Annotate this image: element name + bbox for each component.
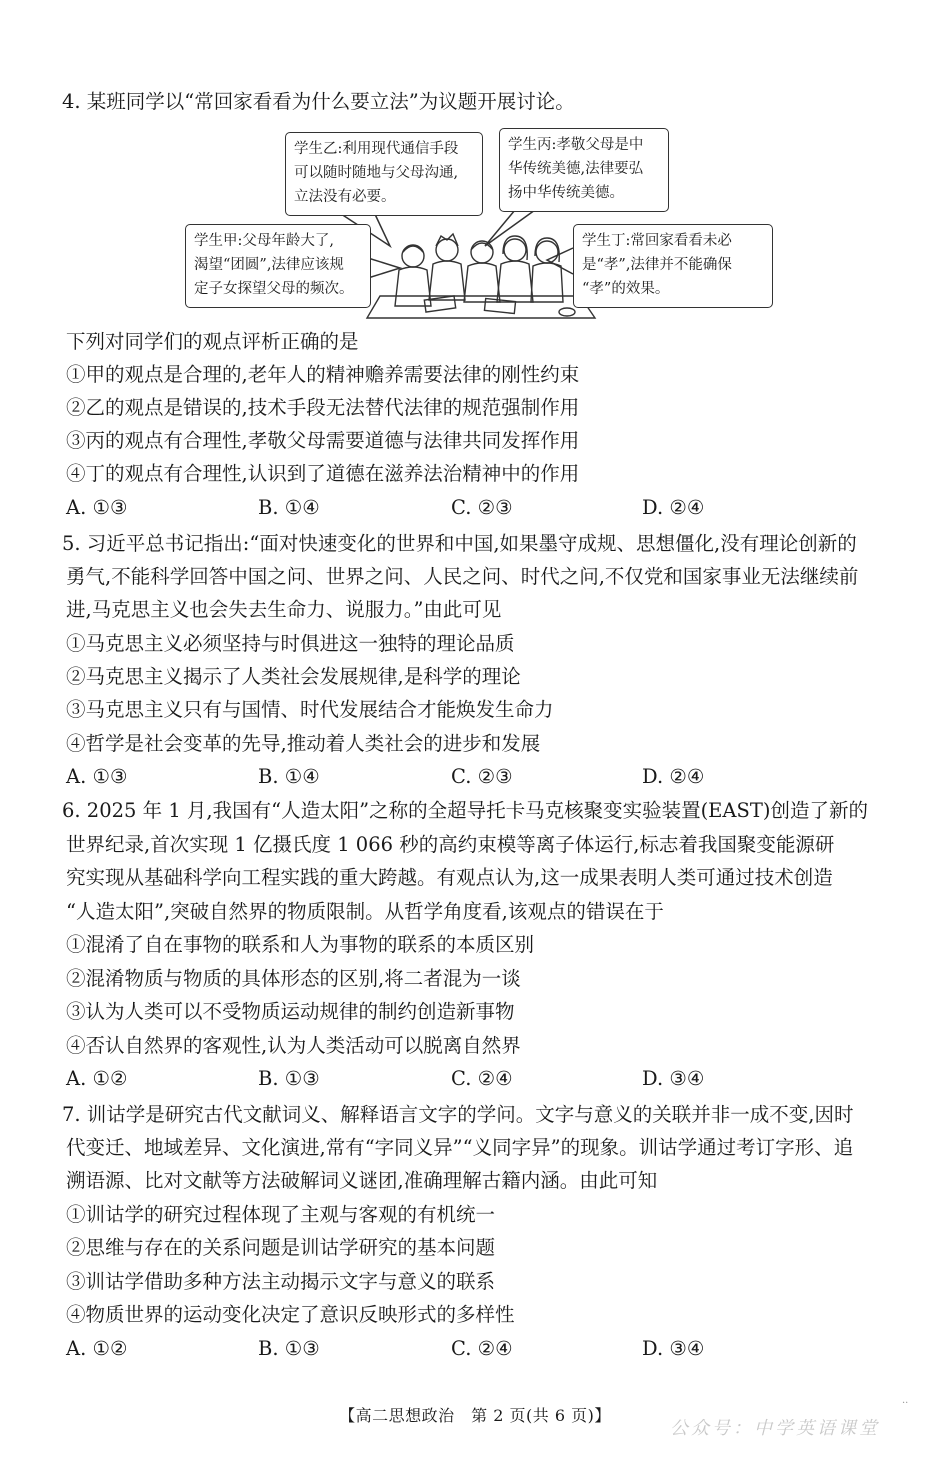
bubble-line: “孝”的效果。 (582, 281, 670, 297)
bubble-line: 可以随时随地与父母沟通, (294, 165, 459, 181)
choice-b[interactable]: B. ①③ (258, 1337, 320, 1360)
footer-text: 【高二思想政治 第 2 页(共 6 页)】 (339, 1406, 611, 1425)
choice-a[interactable]: A. ①③ (66, 496, 128, 519)
q7-option-4: ④物质世界的运动变化决定了意识反映形式的多样性 (66, 1303, 515, 1326)
bubble-line: 学生乙:利用现代通信手段 (294, 141, 459, 157)
bubble-line: 立法没有必要。 (294, 189, 396, 205)
bubble-line: 学生丁:常回家看看未必 (582, 233, 732, 249)
bubble-student-yi (285, 132, 483, 216)
choice-a[interactable]: A. ①② (66, 1067, 128, 1090)
choice-d[interactable]: D. ③④ (642, 1337, 705, 1360)
q6-option-4: ④否认自然界的客观性,认为人类活动可以脱离自然界 (66, 1034, 521, 1057)
q4-option-2: ②乙的观点是错误的,技术手段无法替代法律的规范强制作用 (66, 396, 580, 419)
q6-stem-line: 究实现从基础科学向工程实践的重大跨越。有观点认为,这一成果表明人类可通过技术创造 (66, 866, 833, 889)
q7-choices (66, 1337, 786, 1361)
bubble-line: 扬中华传统美德。 (508, 185, 624, 201)
bubble-student-bing (499, 128, 669, 212)
q7-stem-line: 代变迁、地域差异、文化演进,常有“字同义异”“义同字异”的现象。训诂学通过考订字形、追 (66, 1136, 854, 1159)
choice-d[interactable]: D. ②④ (642, 496, 705, 519)
bubble-line: 学生丙:孝敬父母是中 (508, 137, 644, 153)
q4-discussion-figure (185, 128, 775, 324)
q6-stem-line: 6. 2025 年 1 月,我国有“人造太阳”之称的全超导托卡马克核聚变实验装置(EAST)创造了新的 (62, 799, 868, 822)
q6-option-2: ②混淆物质与物质的具体形态的区别,将二者混为一谈 (66, 967, 521, 990)
q4-option-4: ④丁的观点有合理性,认识到了道德在滋养法治精神中的作用 (66, 462, 580, 485)
q5-option-2: ②马克思主义揭示了人类社会发展规律,是科学的理论 (66, 665, 521, 688)
q4-stem: 4. 某班同学以“常回家看看为什么要立法”为议题开展讨论。 (62, 90, 575, 113)
q6-stem-line: 世界纪录,首次实现 1 亿摄氏度 1 066 秒的高约束模等离子体运行,标志着我国聚变能源研 (66, 833, 835, 856)
choice-a[interactable]: A. ①③ (66, 765, 128, 788)
choice-b[interactable]: B. ①④ (258, 496, 320, 519)
q4-prompt: 下列对同学们的观点评析正确的是 (66, 330, 359, 353)
q6-option-3: ③认为人类可以不受物质运动规律的制约创造新事物 (66, 1000, 515, 1023)
q6-option-1: ①混淆了自在事物的联系和人为事物的联系的本质区别 (66, 933, 535, 956)
choice-d[interactable]: D. ②④ (642, 765, 705, 788)
bubble-line: 渴望“团圆”,法律应该规 (194, 257, 344, 273)
q6-stem-line: “人造太阳”,突破自然界的物质限制。从哲学角度看,该观点的错误在于 (66, 900, 664, 923)
q7-stem-line: 7. 训诂学是研究古代文献词义、解释语言文字的学问。文字与意义的关联并非一成不变,因时 (62, 1103, 854, 1126)
corner-mark: ·· (902, 1398, 909, 1409)
q6-choices (66, 1067, 786, 1091)
choice-b[interactable]: B. ①④ (258, 765, 320, 788)
q5-option-4: ④哲学是社会变革的先导,推动着人类社会的进步和发展 (66, 732, 541, 755)
q5-stem-line: 勇气,不能科学回答中国之问、世界之问、人民之问、时代之问,不仅党和国家事业无法继续前 (66, 565, 859, 588)
q7-option-1: ①训诂学的研究过程体现了主观与客观的有机统一 (66, 1203, 496, 1226)
q5-stem-line: 进,马克思主义也会失去生命力、说服力。”由此可见 (66, 598, 502, 621)
choice-b[interactable]: B. ①③ (258, 1067, 320, 1090)
q4-choices (66, 496, 786, 520)
bubble-line: 定子女探望父母的频次。 (194, 281, 354, 297)
bubble-student-ding (573, 224, 773, 308)
watermark-text: 公众号：中学英语课堂 (670, 1418, 880, 1439)
choice-d[interactable]: D. ③④ (642, 1067, 705, 1090)
bubble-student-jia (185, 224, 371, 308)
bubble-line: 学生甲:父母年龄大了, (194, 233, 334, 249)
choice-c[interactable]: C. ②③ (451, 765, 513, 788)
bubble-line: 是“孝”,法律并不能确保 (582, 257, 732, 273)
choice-c[interactable]: C. ②④ (451, 1337, 513, 1360)
choice-c[interactable]: C. ②④ (451, 1067, 513, 1090)
bubble-line: 华传统美德,法律要弘 (508, 161, 644, 177)
q5-option-3: ③马克思主义只有与国情、时代发展结合才能焕发生命力 (66, 698, 554, 721)
q5-choices (66, 765, 786, 789)
q5-stem-line: 5. 习近平总书记指出:“面对快速变化的世界和中国,如果墨守成规、思想僵化,没有理论创新的 (62, 532, 857, 555)
q7-option-3: ③训诂学借助多种方法主动揭示文字与意义的联系 (66, 1270, 496, 1293)
q4-option-3: ③丙的观点有合理性,孝敬父母需要道德与法律共同发挥作用 (66, 429, 580, 452)
q7-stem-line: 溯语源、比对文献等方法破解词义谜团,准确理解古籍内涵。由此可知 (66, 1169, 658, 1192)
q5-option-1: ①马克思主义必须坚持与时俱进这一独特的理论品质 (66, 632, 515, 655)
choice-a[interactable]: A. ①② (66, 1337, 128, 1360)
choice-c[interactable]: C. ②③ (451, 496, 513, 519)
q4-option-1: ①甲的观点是合理的,老年人的精神赡养需要法律的刚性约束 (66, 363, 580, 386)
q7-option-2: ②思维与存在的关系问题是训诂学研究的基本问题 (66, 1236, 496, 1259)
